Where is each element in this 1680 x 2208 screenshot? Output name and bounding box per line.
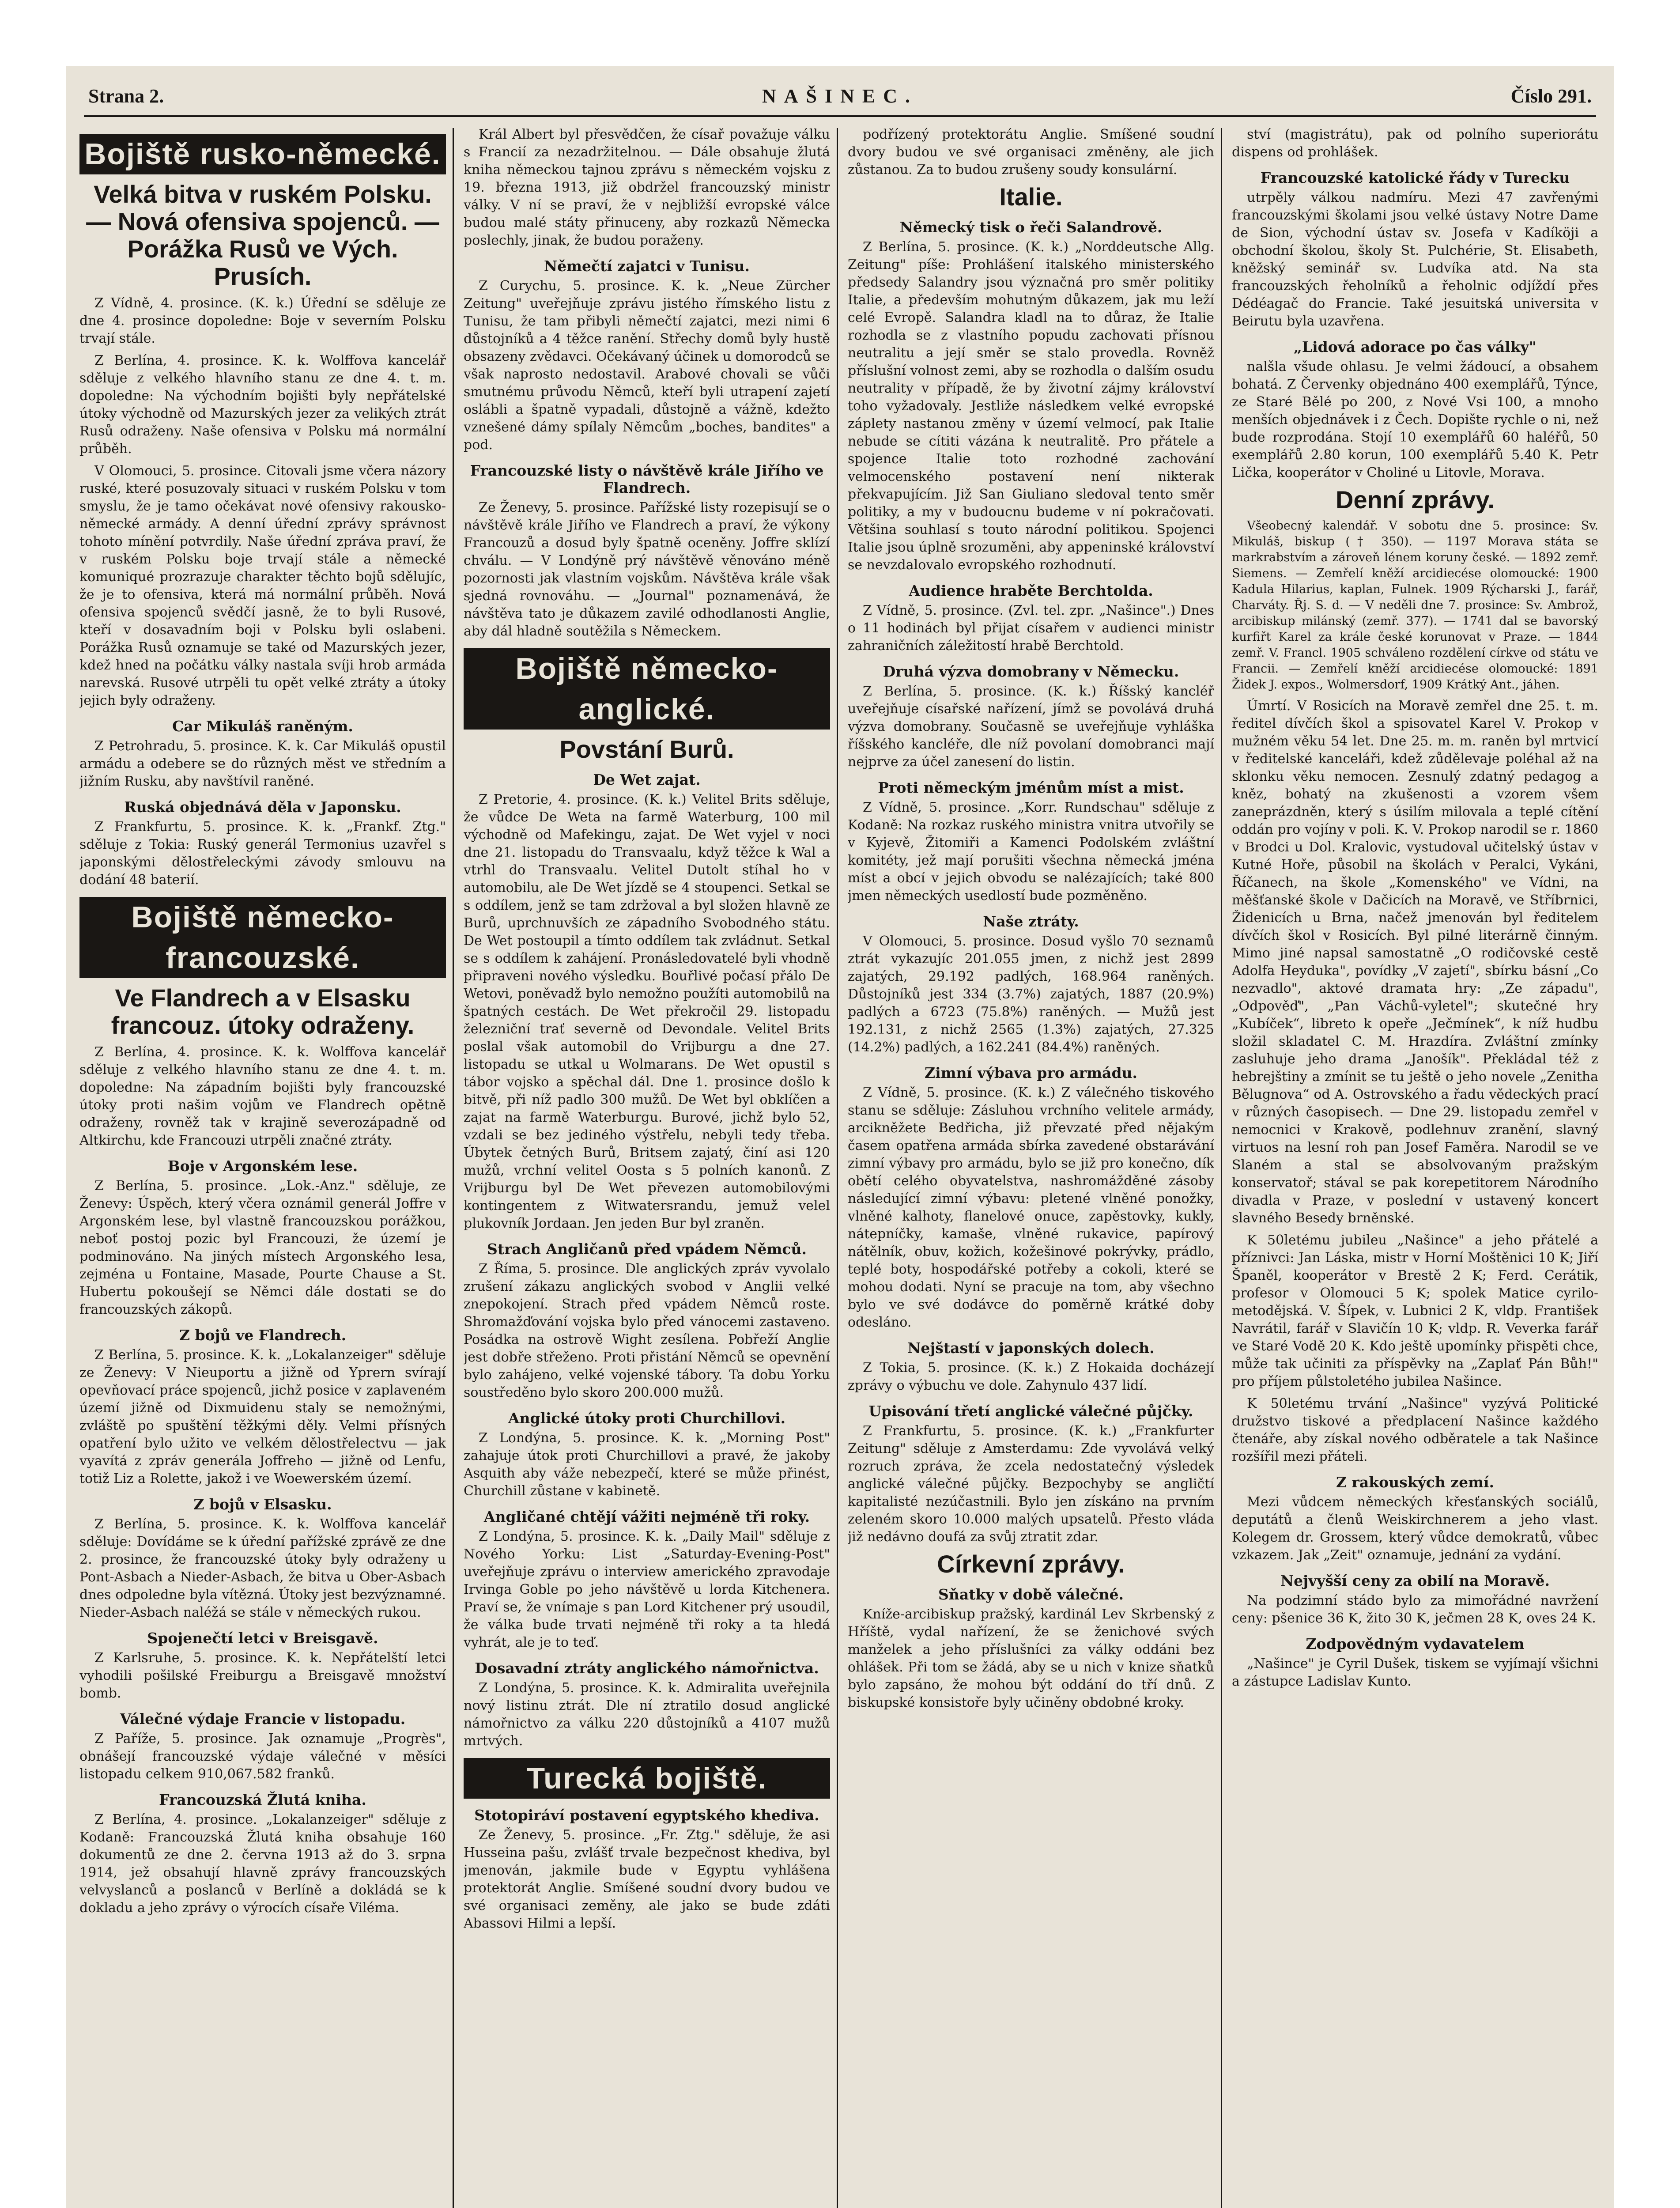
article-paragraph: Ze Ženevy, 5. prosince. „Fr. Ztg." sděluje, že asi Husseina pašu, zvlášť trvale bezpečnost khediva, byl jmenován, jakmile bude v Egyptu vyhlášena protektorát Anglie. Smíšené soudní dvory budou ve své organisaci zeměny, ale jako se bude zdáti Abassovi Hilmi a lepší. [464, 1827, 830, 1931]
subheading: Upisování třetí anglické válečné půjčky. [868, 1403, 1193, 1420]
article-paragraph: Z Říma, 5. prosince. Dle anglických zpráv vyvolalo zrušení zákazu anglických svobod v Anglii velké znepokojení. Strach před vpádem Němců roste. Shromažďování vojska bylo před vánocemi zastaveno. Posádka na ostrově Wight zesílena. Pobřeží Anglie jest dobře střeženo. Proti přistání Němců se opevnění bylo zahájeno, velké vojenské tábory. Ta dobu Yorku soustředěno bylo skoro 200.000 mužů. [464, 1261, 830, 1400]
article-paragraph: Na podzimní stádo bylo za mimořádné navržení ceny: pšenice 36 K, žito 30 K, ječmen 28 K, oves 24 K. [1232, 1593, 1598, 1626]
newspaper-page [66, 66, 1614, 2208]
article-paragraph: Z Londýna, 5. prosince. K. k. „Morning Post" zahajuje útok proti Churchillovi a pravé, že jakoby Asquith aby váže nebezpečí, které se může přinést, Churchill zůstane v kabinetě. [464, 1430, 830, 1499]
article-paragraph: Z Paříže, 5. prosince. Jak oznamuje „Progrès", obnášejí francouzské výdaje válečné v měsíci listopadu celkem 910,067.582 franků. [79, 1731, 446, 1782]
subheading: Car Mikuláš raněným. [172, 718, 353, 735]
section-heading: Denní zprávy. [1336, 486, 1495, 514]
article-paragraph: Z Berlína, 4. prosince. „Lokalanzeiger" sděluje z Kodaně: Francouzská Žlutá kniha obsahuje 160 dokumentů ze dne 2. června 1913 až do 3. srpna 1914, jež obsahují hlavně zprávy francouzských velvyslanců a poslanců v Berlíně a dokládá se k dokladu a jeho zprávy o výrocích císaře Viléma. [79, 1812, 446, 1916]
article-paragraph: K 50letému trvání „Našince" vyzývá Politické družstvo tiskové a předplacení Našince každého čtenáře, aby získal nového odběratele a tak Našince rozšířil mezi přáteli. [1232, 1396, 1598, 1464]
section-banner: Bojiště rusko-německé. [79, 134, 446, 174]
section-banner: Turecká bojiště. [464, 1758, 830, 1799]
article-paragraph: Z Vídně, 5. prosince. (Zvl. tel. zpr. „Našince".) Dnes o 11 hodinách byl přijat císařem v audienci ministr zahraničních záležitostí hrabě Berchtold. [848, 603, 1214, 654]
article-paragraph: Z Vídně, 5. prosince. (K. k.) Z válečného tiskového stanu se sděluje: Zásluhou vrchního velitele armády, arcikněžete Bedřicha, již převzaté před nějakým časem opatřena armáda sbírka zavedené obstarávání zimní výbavy pro armádu, bylo se již pro konečno, dík obětí celého obyvatelstva, nashromážděné zásoby následující zimní výbavu: pletené vlněné ponožky, vlněné kalhoty, flanelové onuce, zapěstovky, kukly, nátepníčky, kamaše, vlněné rukavice, papírový nátělník, obuv, kožich, kožešinové pokrývky, prádlo, teplé boty, hospodářské potřeby a cokoli, které se mohou dodati. Nyní se pracuje na tom, aby všechno bylo ve své dodávce do poměrně krátké doby odesláno. [848, 1085, 1214, 1330]
column-rule [1221, 128, 1222, 2208]
subheading: Francouzské listy o návštěvě krále Jiřího ve Flandrech. [470, 462, 824, 496]
subheading: Ruská objednává děla v Japonsku. [124, 798, 401, 816]
article-paragraph: Z Berlína, 5. prosince. K. k. Wolffova kancelář sděluje: Dovídáme se k úřední pařížské zprávě ze dne 2. prosince, že francouzské útoky byly odraženy u Pont-Asbach a Nieder-Asbach, že bitva u Ober-Asbach dnes odpoledne byla vítězná. Útoky jest bezvýznamné. Nieder-Asbach naléžá se stále v německých rukou. [79, 1516, 446, 1620]
subheading: Dosavadní ztráty anglického námořnictva. [475, 1660, 819, 1677]
article-paragraph: podřízený protektorátu Anglie. Smíšené soudní dvory budou ve své organisaci změněny, ale jich zůstanou. Za to budou zrušeny soudy konsulární. [848, 127, 1214, 178]
article-paragraph: Z Berlína, 5. prosince. (K. k.) Říšský kancléř uveřejňuje císařské nařízení, jímž se povolává druhá výzva domobrany. Současně se uveřejňuje vyhláška říšského kancléře, dle níž povolaní domobranci mají nejprve za účel zanesení do listin. [848, 684, 1214, 770]
subheading: Francouzské katolické řády v Turecku [1260, 169, 1570, 186]
subheading: Anglické útoky proti Churchillovi. [508, 1410, 786, 1427]
subheading: Proti německým jménům míst a mist. [878, 779, 1184, 796]
headline: Velká bitva v ruském Polsku. — Nová ofensiva spojenců. — Porážka Rusů ve Vých. Prusích. [86, 180, 439, 290]
article-paragraph: ství (magistrátu), pak od polního superiorátu dispens od prohlášek. [1232, 127, 1598, 160]
subheading: Zimní výbava pro armádu. [925, 1064, 1137, 1081]
article-paragraph: Z Berlína, 4. prosince. K. k. Wolffova kancelář sděluje z velkého hlavního stanu ze dne 4. t. m. dopoledne: Na západním bojišti byly francouzské útoky proti našim vojům ve Flandrech opětně odraženy, rovněž tak v krajině severozápadně od Altkirchu, kde Francouzi utrpěli značné ztráty. [79, 1044, 446, 1148]
article-paragraph: Mezi vůdcem německých křesťanských sociálů, deputátů a členů Weiskirchnerem a jeho vlast. Kolegem dr. Grossem, který vůdce demokratů, vůbec vzkazem. Jak „Zeit" oznamuje, jednání za vydání. [1232, 1494, 1598, 1563]
subheading: Z bojů ve Flandrech. [179, 1327, 347, 1344]
subheading: Z rakouských zemí. [1336, 1474, 1495, 1491]
article-paragraph: Z Frankfurtu, 5. prosince. K. k. „Frankf. Ztg." sděluje z Tokia: Ruský generál Termonius uzavřel s japonskými dělostřeleckými závody smlouvu na dodání 48 baterií. [79, 819, 446, 888]
article-paragraph: Z Curychu, 5. prosince. K. k. „Neue Zürcher Zeitung" uveřejňuje zprávu jistého římského listu z Tunisu, že tam přibyli němečtí zajatci, mezi nimi 6 důstojníků a 4 těžce ranění. Střechy domů byly hustě obsazeny zvědavci. Očekávaný účinek u domorodců se však naprosto nedostavil. Arabové chovali se vůči smutnému průvodu Němců, kteří byli utrapení zajetí oslábli a špatně vypadali, důstojně a vážně, kdežto vznešené dámy spílaly Němcům „boches, bandites" a pod. [464, 278, 830, 453]
subheading: De Wet zajat. [593, 771, 701, 788]
article-paragraph: Z Londýna, 5. prosince. K. k. Admiralita uveřejnila nový listinu ztrát. Dle ní ztratilo dosud anglické námořnictvo za válku 220 důstojníků a 4107 mužů mrtvých. [464, 1680, 830, 1749]
article-paragraph: Úmrtí. V Rosicích na Moravě zemřel dne 25. t. m. ředitel dívčích škol a spisovatel Karel V. Prokop v mužném věku 54 let. Dne 25. m. m. raněn byl mrtvicí v ředitelské kanceláři, kdež zůdělevaje poléhal až na sklonku věku nemocen. Zesnulý zdatný pedagog a kněz, bohatý na zkušenosti a vzorem všem zaneprázdněn, který s úsilím milovala a teplé cítění oddán pro vojíny v poli. K. V. Prokop narodil se r. 1860 v Brodci u Dol. Kralovic, vystudoval učitelský ústav v Kutné Hoře, působil na školách v Peralci, Vykáni, Říčanech, na škole „Komenského" ve Vídni, na měšťanské škole v Dačicích na Moravě, ve Stříbrnici, Židenicích u Brna, načež jmenován byl ředitelem dívčích škol v Rosicích. Byl pilné literárně činným. Mimo jiné napsal samostatně „O rodičovské cestě Adolfa Heyduka", povídky „V zajetí", sbírku básní „Co nezvadlo", aktové dramata hry: „Ze západu", „Odpověď", „Pan Váchů-vyletel"; skutečné hry „Kubíček“, libreto k opeře „Ječmínek“, k níž hudbu složil skladatel C. M. Hrazdíra. Zvláštní zmínky zasluhuje jeho drama „Janošík". Překládal též z hebrejštiny a zmínit se tu ještě o jeho novele „Zenitha Bělugnova“ od A. Ostrovského a řadu vědeckých prací v různých časopisech. — Dne 29. listopadu zemřel v nemocnici v Krakově, podlehnuv zranění, slavný virtuos na lesní roh pan Josef Faměra. Narodil se ve Slaném a stal se absolvovaným pražským konservatoř; stával se pak korepetitorem Národního divadla v Praze, v poslední v ustavený koncert slavného Besedy brněnské. [1232, 698, 1598, 1226]
subheading: Strach Angličanů před vpádem Němců. [487, 1240, 807, 1258]
headline: Ve Flandrech a v Elsasku francouz. útoky odraženy. [111, 984, 415, 1039]
section-banner: Bojiště německo-anglické. [464, 648, 830, 730]
article-paragraph: Z Tokia, 5. prosince. (K. k.) Z Hokaida docházejí zprávy o výbuchu ve dole. Zahynulo 437 lidí. [848, 1360, 1214, 1393]
article-paragraph: Z Frankfurtu, 5. prosince. (K. k.) „Frankfurter Zeitung" sděluje z Amsterdamu: Zde vyvolává velký rozruch zpráva, že zcela nedostatečný výsledek anglické válečné půjčky. Bezpochyby se angličtí kapitalisté nezúčastnili. Bylo jen získáno na prvním zeleném skoro 10.000 malých upsatelů. Přesto vláda již nedávno doufá za svůj ztratit zdar. [848, 1423, 1214, 1545]
subheading: Z bojů v Elsasku. [193, 1496, 332, 1513]
article-paragraph: Z Berlína, 5. prosince. K. k. „Lokalanzeiger" sděluje ze Ženevy: V Nieuportu a jižně od Yprern svírají opevňovací práce spojenců, jichž posice v zaplaveném území jižně od Dixmuidenu staly se nemožnými, zvláště po spuštění těžkými děly. Velmi přísných opatření bylo užito ve velkém dělostřelectvu — jak vyavítá z zpráv generála Joffreho — jižně od Lenfu, totiž Liz a Rolette, jakož i ve Woewerském území. [79, 1347, 446, 1486]
section-heading: Italie. [999, 183, 1063, 211]
column-rule [837, 128, 838, 2208]
article-paragraph: „Našince" je Cyril Dušek, tiskem se vyjímají všichni a zástupce Ladislav Kunto. [1232, 1656, 1598, 1689]
column-2 [464, 126, 830, 2208]
article-paragraph: Z Vídně, 5. prosince. „Korr. Rundschau" sděluje z Kodaně: Na rozkaz ruského ministra vnitra utvořily se v Kyjevě, Žitomiři a Kamenci Podolském zvláštní komitéty, jež mají porušiti všechna německá jména míst a obcí v jejich obvodu se nalézajících; také 800 jmen německých usedlostí bude pozměněno. [848, 800, 1214, 904]
article-paragraph: Z Pretorie, 4. prosince. (K. k.) Velitel Brits sděluje, že vůdce De Weta na farmě Waterburg, 100 mil východně od Mafekingu, zajat. De Wet vyjel v noci dne 21. listopadu do Transvaalu, když těžce k Wal a vtrhl do Transvaalu. Velitel Dutolt stíhal ho v automobilu, ale De Wet jízdě se 4 stoupenci. Setkal se s oddílem, jenž se tam zdržoval a byl složen hlavně ze Burů, uprchnuvších ze západního Svobodného státu. De Wet postoupil a tímto oddílem tak zvládnut. Setkal se s oddílem k zahájení. Pronásledovatelé byli vhodně připraveni nového výsledku. Bouřlivé počasí přálo De Wetovi, poněvadž bylo nemožno použíti automobilů na špatných cestách. De Wet překročil 29. listopadu železniční trať severně od Devondale. Velitel Brits poslal však automobil do Vrijburgu a dne 27. listopadu se utkal u Wolmarans. De Wet opustil s tábor vojsko a spěchal dál. Dne 1. prosince došlo k bitvě, při níž padlo 300 mužů. De Wet byl obklíčen a zajat na farmě Waterburgu. Burové, jichž bylo 52, vzdali se bez jediného výstřelu, nebyli tedy třeba. Úbytek četných Burů, Britsem zajatý, činí asi 120 mužů, vrchní velitel Oosta s 5 polních kanonů. Z Vrijburgu byl De Wet převezen automobilovými kontingentem z Witwatersrandu, jemuž velel plukovník Jordaan. Jen jeden Bur byl zraněn. [464, 792, 830, 1231]
article-paragraph: Ze Ženevy, 5. prosince. Pařížské listy rozepisují se o návštěvě krále Jiřího ve Flandrech a praví, že výkony Francouzů a dosud byly špatně oceněny. Joffre sklízí chválu. — V Londýně prý návštěvě věnováno méně pozornosti jak vlastním vojskům. Návštěva krále však sjedná rovnováhu. — „Journal" poznamenává, že návštěva tato je důkazem zavilé odhodlanosti Anglie, aby dál hladně soutěžila s Německem. [464, 500, 830, 639]
paper-name: NAŠINEC. [762, 85, 918, 107]
article-paragraph: Král Albert byl přesvědčen, že císař považuje válku s Francií za nezadržitelnou. — Dále obsahuje žlutá kniha německou tajnou zprávu s německém vojsku z 19. března 1913, již obdržel francouzský ministr války. V ní se praví, že v nejbližší evropské válce budou malé státy přinuceny, aby rozkazů Německa poslechly, jinak, že budou poraženy. [464, 127, 830, 248]
subheading: Němečtí zajatci v Tunisu. [544, 257, 750, 275]
article-paragraph: nalšla všude ohlasu. Je velmi žádoucí, a obsahem bohatá. Z Červenky objednáno 400 exemplářů, Týnce, ze Staré Bělé po 200, z Nové Vsi 100, a mnoho menších objednávek i z Čech. Dopište rychle o ni, než bude rozprodána. Stojí 10 exemplářů 60 haléřů, 50 exemplářů 2.80 korun, 100 exemplářů 5.40 K. Petr Lička, kooperátor v Choliné u Litovle, Morava. [1232, 359, 1598, 480]
article-paragraph: Z Londýna, 5. prosince. K. k. „Daily Mail" sděluje z Nového Yorku: List „Saturday-Evening-Post" uveřejňuje zprávu o interview amerického zpravodaje Irvinga Goble po jeho návštěvě u lorda Kitchenera. Praví se, že vnímaje s pan Lord Kitchener prý usoudil, že válka bude trvati nejméně tři roky a ta hledá vyhrát, ale je to teď. [464, 1529, 830, 1650]
article-paragraph: Kníže-arcibiskup pražský, kardinál Lev Skrbenský z Hříště, vydal nařízení, že se ženichové svých manželek a jeho příslušníci za války oddáni bez ohlášek. Při tom se žádá, aby se u nich v knize sňatků bylo zapsáno, že mohou být oddání do tří dnů. Z biskupské konsistoře byly učiněny obdobné kroky. [848, 1607, 1214, 1710]
section-heading: Církevní zprávy. [937, 1550, 1125, 1578]
subheading: Válečné výdaje Francie v listopadu. [120, 1710, 406, 1728]
article-paragraph: V Olomouci, 5. prosince. Dosud vyšlo 70 seznamů ztrát vykazujíc 201.055 jmen, z nichž jest 2899 zajatých, 29.192 padlých, 168.964 raněných. Důstojníků jest 334 (3.7%) zajatých, 1887 (20.9%) padlých a 6723 (75.8%) raněných. — Mužů jest 192.131, z nichž 2565 (1.3%) zajatých, 27.325 (14.2%) padlých, a 162.241 (84.4%) raněných. [848, 934, 1214, 1055]
article-paragraph: K 50letému jubileu „Našince" a jeho přátelé a příznivci: Jan Láska, mistr v Horní Moštěnici 10 K; Jiří Španěl, kooperátor v Brestě 2 K; Ferd. Cerátik, profesor v Olomouci 5 K; spolek Matice cyrilo-metodějská. V. Šípek, v. Lubnici 2 K, vldp. František Navrátil, farář v Slavičín 10 K; vldp. R. Veverka farář ve Staré Vodě 20 K. Kdo ještě upomínky přispěti chce, může tak učiniti za příspěvky na „Zaplať Pán Bůh!" pro příjem půlstoletého jubilea Našince. [1232, 1233, 1598, 1389]
headline: Povstání Burů. [559, 735, 734, 763]
article-paragraph: Z Karlsruhe, 5. prosince. K. k. Nepřátelští letci vyhodili pošilské Freiburgu a Breisgavě množství bomb. [79, 1650, 446, 1701]
subheading: Angličané chtějí vážiti nejméně tři roky. [483, 1508, 810, 1525]
column-4 [1232, 126, 1598, 2208]
subheading: Stotopiráví postavení egyptského khediva. [474, 1807, 819, 1824]
subheading: Zodpovědným vydavatelem [1306, 1635, 1525, 1652]
article-paragraph: Z Vídně, 4. prosince. (K. k.) Úřední se sděluje ze dne 4. prosince dopoledne: Boje v severním Polsku trvají stále. [79, 295, 446, 346]
subheading: Nejvyšší ceny za obilí na Moravě. [1280, 1572, 1550, 1589]
column-3 [848, 126, 1214, 2208]
subheading: Sňatky v době válečné. [938, 1586, 1124, 1603]
subheading: Boje v Argonském lese. [167, 1157, 358, 1175]
masthead [84, 79, 1596, 117]
article-paragraph: Z Petrohradu, 5. prosince. K. k. Car Mikuláš opustil armádu a odebere se do různých měst ve středním a jižním Rusku, aby navštívil raněné. [79, 738, 446, 789]
column-1 [79, 126, 446, 2208]
subheading: Francouzská Žlutá kniha. [159, 1791, 366, 1808]
page-label: Strana 2. [88, 85, 164, 107]
subheading: Druhá výzva domobrany v Německu. [883, 663, 1179, 680]
subheading: Německý tisk o řeči Salandrově. [899, 219, 1163, 236]
article-paragraph: utrpěly válkou nadmíru. Mezi 47 zavřenými francouzskými školami jsou velké ústavy Notre Dame de Sion, východní ústav sv. Josefa v Kadíköji a obchodní školou, školy St. Pulchérie, St. Elisabeth, kněžský seminář sv. Ludvíka atd. Na sta francouzských řeholníků a řeholnic odjíždí přes Dédéagač do Francie. Také jesuitská universita v Beirutu byla uzavřena. [1232, 190, 1598, 329]
section-banner: Bojiště německo-francouzské. [79, 897, 446, 978]
column-rule [453, 128, 454, 2208]
subheading: Spojenečtí letci v Breisgavě. [147, 1630, 378, 1647]
article-paragraph: Z Berlína, 5. prosince. (K. k.) „Norddeutsche Allg. Zeitung" píše: Prohlášení italského ministerského předsedy Salandry jsou význačná pro směr politiky Italie, a především mohutným důkazem, jak mu leží celé Evropě. Salandra kladl na to důraz, že Italie rozhodla se z vlastního popudu zachovati přísnou neutralitu a její směr se stalo provedla. Rovněž příslušní volnost zemi, aby se rozhodla o dalším osudu neutrality v případě, že by životní zájmy království toho vyžadovaly. Jestliže následkem velké evropské záplety nastanou změny v území velmocí, pak Italie nebude se cítiti vázána k neutralitě. Pro přátele a spojence Italie toto rozhodné zachování velmocenského postavení není nikterak překvapujícím. Již San Giuliano sledoval tento směr politiky, a my v budoucnu budeme v ní pokračovati. Většina souhlasí s touto národní politikou. Spojenci Italie jsou úplně srozuměni, aby appeninské království se nevzdalovalo evropského rozhodnutí. [848, 239, 1214, 573]
subheading: „Lidová adorace po čas války" [1293, 338, 1537, 355]
article-paragraph: Z Berlína, 5. prosince. „Lok.-Anz." sděluje, ze Ženevy: Úspěch, který včera oznámil generál Joffre v Argonském lese, byl vlastně francouzskou porážkou, neboť postoj pozic byl Francouzi, že území je podminováno. Na jiných místech Argonského lesa, zejména u Fontaine, Masade, Pourte Chause a St. Hubertu pokoušejí se Němci dále dostati se do francouzských zákopů. [79, 1178, 446, 1317]
subheading: Audience hraběte Berchtolda. [909, 582, 1153, 599]
article-paragraph: V Olomouci, 5. prosince. Citovali jsme včera názory ruské, které posuzovaly situaci v ruském Polsku v tom smyslu, že je tamo očekávat nové ofensivy rakousko-německé armády. A denní úřední zprávy správnost tohoto mínění potvrdily. Naše úřední zpráva praví, že v ruském Polsku boje trvají stále a německé komuniqué prozrazuje charakter těchto bojů sdělujíc, že je to ofensiva, která má normální průběh. Nová ofensiva spojenců svědčí jasně, že to byli Rusové, kteří v dosavadním boji v Polsku byli oslabeni. Porážka Rusů oznamuje se také od Mazurských jezer, kdež hned na počátku války nastala svíji hrob armáda narevská. Rusové utrpěli tu opět velké ztráty a útoky jejich byly odraženy. [79, 463, 446, 708]
article-paragraph: Z Berlína, 4. prosince. K. k. Wolffova kancelář sděluje z velkého hlavního stanu ze dne 4. t. m. dopoledne: Na východním bojišti byly nepřátelské útoky východně od Mazurských jezer za velikých ztrát Rusů odraženy. Naše ofensiva v Polsku má normální průběh. [79, 353, 446, 457]
issue-number: Číslo 291. [1510, 85, 1592, 107]
calendar-paragraph: Všeobecný kalendář. V sobotu dne 5. prosince: Sv. Mikuláš, biskup († 350). — 1197 Morava státa se markrabstvím a zároveň lénem koruny české. — 1892 zemř. Siemens. — Zemřelí kněží arcidiecése olomoucké: 1900 Kadula Hilarius, kaplan, Fulnek. 1909 Rýcharski J., farář, Charváty. Řj. S. d. — V neděli dne 7. prosince: Sv. Ambrož, arcibiskup milánský (zemř. 377). — 1741 dal se bavorský kurfiřt Karel za krále české korunovat v Praze. — 1844 zemř. V. Francl. 1905 schváleno rozdělení církve od státu ve Francii. — Zemřelí kněží arcidiecése olomoucké: 1891 Židek J. expos., Wolmersdorf, 1909 Krátký Ant., jáhen. [1232, 519, 1598, 692]
subheading: Naše ztráty. [983, 913, 1079, 930]
subheading: Nejštastí v japonských dolech. [907, 1339, 1155, 1357]
